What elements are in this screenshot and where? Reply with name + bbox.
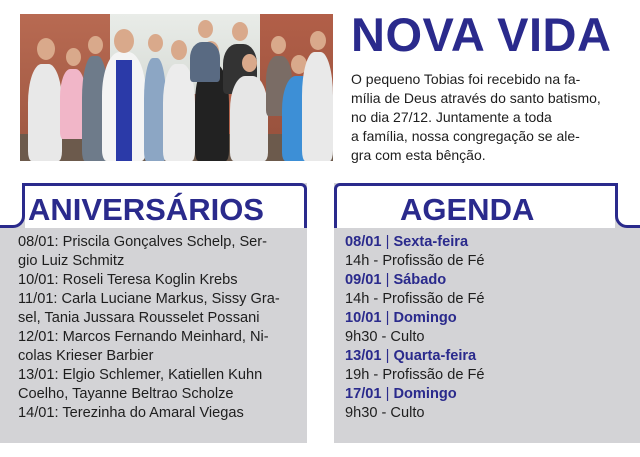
birthday-line: 14/01: Terezinha do Amaral Viegas	[18, 405, 244, 421]
birthdays-header-corner	[0, 183, 25, 228]
birthday-line: 08/01: Priscila Gonçalves Schelp, Ser-	[18, 234, 268, 250]
agenda-date-row	[345, 309, 615, 328]
birthday-line: Coelho, Tayanne Beltrao Scholze	[18, 386, 234, 402]
birthday-line: 11/01: Carla Luciane Markus, Sissy Gra-	[18, 291, 280, 307]
agenda-day: Domingo	[393, 386, 457, 402]
intro-line: a família, nossa congregação se ale-	[351, 128, 580, 144]
agenda-date: 13/01	[345, 348, 382, 364]
agenda-date-row	[345, 385, 615, 404]
agenda-day: Domingo	[393, 310, 457, 326]
birthday-line: 10/01: Roseli Teresa Koglin Krebs	[18, 272, 238, 288]
agenda-day: Quarta-feira	[393, 348, 477, 364]
birthday-line: gio Luiz Schmitz	[18, 253, 125, 269]
birthday-line: sel, Tania Jussara Rousselet Possani	[18, 310, 260, 326]
agenda-day: Sexta-feira	[393, 234, 469, 250]
baptism-photo	[20, 14, 333, 161]
agenda-separator: |	[385, 234, 390, 250]
agenda-date: 10/01	[345, 310, 382, 326]
intro-line: no dia 27/12. Juntamente a toda	[351, 109, 552, 125]
agenda-event: 9h30 - Culto	[345, 329, 425, 345]
agenda-date-row	[345, 271, 615, 290]
agenda-list	[345, 233, 615, 423]
agenda-separator: |	[385, 348, 390, 364]
agenda-event: 14h - Profissão de Fé	[345, 291, 485, 307]
agenda-header-corner	[615, 183, 640, 228]
agenda-date: 08/01	[345, 234, 382, 250]
agenda-day: Sábado	[393, 272, 447, 288]
agenda-separator: |	[385, 272, 390, 288]
agenda-separator: |	[385, 310, 390, 326]
page-title: NOVA VIDA	[351, 8, 612, 61]
birthdays-heading: ANIVERSÁRIOS	[28, 192, 264, 227]
agenda-event: 14h - Profissão de Fé	[345, 253, 485, 269]
agenda-separator: |	[385, 386, 390, 402]
agenda-date: 09/01	[345, 272, 382, 288]
birthday-line: 12/01: Marcos Fernando Meinhard, Ni-	[18, 329, 269, 345]
intro-line: mília de Deus através do santo batismo,	[351, 90, 601, 106]
agenda-event: 19h - Profissão de Fé	[345, 367, 485, 383]
intro-line: O pequeno Tobias foi recebido na fa-	[351, 71, 581, 87]
intro-text	[351, 70, 626, 165]
agenda-event: 9h30 - Culto	[345, 405, 425, 421]
birthday-line: colas Krieser Barbier	[18, 348, 154, 364]
birthday-line: 13/01: Elgio Schlemer, Katiellen Kuhn	[18, 367, 263, 383]
agenda-date: 17/01	[345, 386, 382, 402]
agenda-date-row	[345, 233, 615, 252]
intro-line: gra com esta bênção.	[351, 147, 486, 163]
agenda-date-row	[345, 347, 615, 366]
birthdays-list	[18, 233, 302, 423]
agenda-heading: AGENDA	[400, 192, 535, 227]
